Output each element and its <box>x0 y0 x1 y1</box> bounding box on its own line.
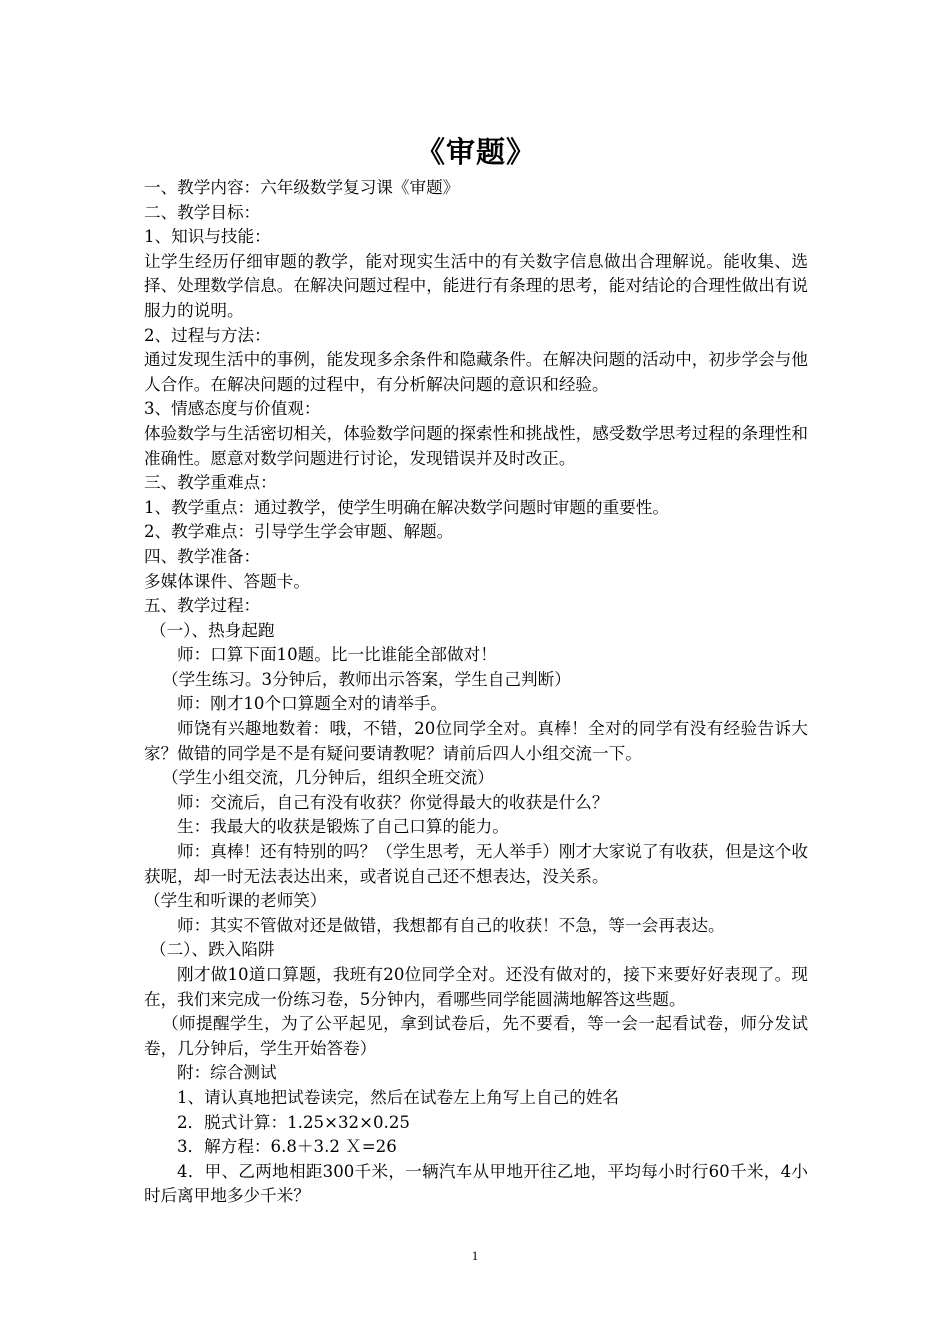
paragraph-line: 二、教学目标： <box>144 202 261 222</box>
paragraph-line: 2．脱式计算：1.25×32×0.25 <box>177 1112 410 1132</box>
paragraph-line: 三、教学重难点： <box>144 473 277 493</box>
paragraph-line: 多媒体课件、答题卡。 <box>144 571 310 591</box>
document-body <box>144 130 808 1209</box>
document-lines <box>144 176 808 1209</box>
paragraph-line: 生：我最大的收获是锻炼了自己口算的能力。 <box>177 817 509 837</box>
paragraph-line: 师：交流后，自己有没有收获？你觉得最大的收获是什么？ <box>177 792 609 812</box>
paragraph-line: （学生和听课的老师笑） <box>144 891 327 911</box>
paragraph-line: 3．解方程：6.8＋3.2 Ｘ=26 <box>177 1137 397 1157</box>
paragraph-line: 体验数学与生活密切相关，体验数学问题的探索性和挑战性，感受数学思考过程的条理性和准确性。愿意对数学问题进行讨论，发现错误并及时改正。 <box>144 423 808 468</box>
paragraph-line: 师：口算下面10题。比一比谁能全部做对！ <box>177 645 497 665</box>
paragraph-line: 五、教学过程： <box>144 596 261 616</box>
document-title: 《审题》 <box>415 135 536 169</box>
paragraph-line: 刚才做10道口算题，我班有20位同学全对。还没有做对的，接下来要好好表现了。现在，我们来完成一份练习卷，5分钟内，看哪些同学能圆满地解答这些题。 <box>144 965 808 1009</box>
paragraph-line: 1、教学重点：通过教学，使学生明确在解决数学问题时审题的重要性。 <box>144 497 669 517</box>
paragraph-line: （二）、跌入陷阱 <box>150 940 275 960</box>
paragraph-line: 2、教学难点：引导学生学会审题、解题。 <box>144 522 454 542</box>
paragraph-line: 通过发现生活中的事例，能发现多余条件和隐藏条件。在解决问题的活动中，初步学会与他人合作。在解决问题的过程中，有分析解决问题的意识和经验。 <box>144 350 808 394</box>
paragraph-line: （学生练习。3分钟后，教师出示答案，学生自己判断） <box>162 669 571 689</box>
paragraph-line: 1、请认真地把试卷读完，然后在试卷左上角写上自己的姓名 <box>177 1087 619 1107</box>
paragraph-line: 4．甲、乙两地相距300千米，一辆汽车从甲地开往乙地，平均每小时行60千米，4小时后离甲地多少千米？ <box>144 1161 808 1206</box>
paragraph-line: 师：真棒！还有特别的吗？（学生思考，无人举手）刚才大家说了有收获，但是这个收获呢，却一时无法表达出来，或者说自己还不想表达，没关系。 <box>144 842 808 886</box>
paragraph-line: （一）、热身起跑 <box>150 620 275 640</box>
paragraph-line: 3、情感态度与价值观： <box>144 399 321 419</box>
page-number: 1 <box>471 1248 479 1263</box>
paragraph-line: 四、教学准备： <box>144 546 261 566</box>
paragraph-line: 师：刚才10个口算题全对的请举手。 <box>177 694 448 714</box>
paragraph-line: 让学生经历仔细审题的教学，能对现实生活中的有关数字信息做出合理解说。能收集、选择、处理数学信息。在解决问题过程中，能进行有条理的思考，能对结论的合理性做出有说服力的说明。 <box>144 251 808 320</box>
paragraph-line: 附：综合测试 <box>177 1063 277 1083</box>
paragraph-line: 1、知识与技能： <box>144 227 271 247</box>
paragraph-line: 一、教学内容：六年级数学复习课《审题》 <box>144 178 460 197</box>
paragraph-line: 师：其实不管做对还是做错，我想都有自己的收获！不急，等一会再表达。 <box>177 915 725 935</box>
paragraph-line: 师饶有兴趣地数着：哦，不错，20位同学全对。真棒！全对的同学有没有经验告诉大家？做错的同学是不是有疑问要请教呢？请前后四人小组交流一下。 <box>144 719 808 763</box>
paragraph-line: （学生小组交流，几分钟后，组织全班交流） <box>162 768 494 788</box>
paragraph-line: （师提醒学生，为了公平起见，拿到试卷后，先不要看，等一会一起看试卷，师分发试卷，几分钟后，学生开始答卷） <box>144 1014 808 1058</box>
paragraph-line: 2、过程与方法： <box>144 325 271 345</box>
